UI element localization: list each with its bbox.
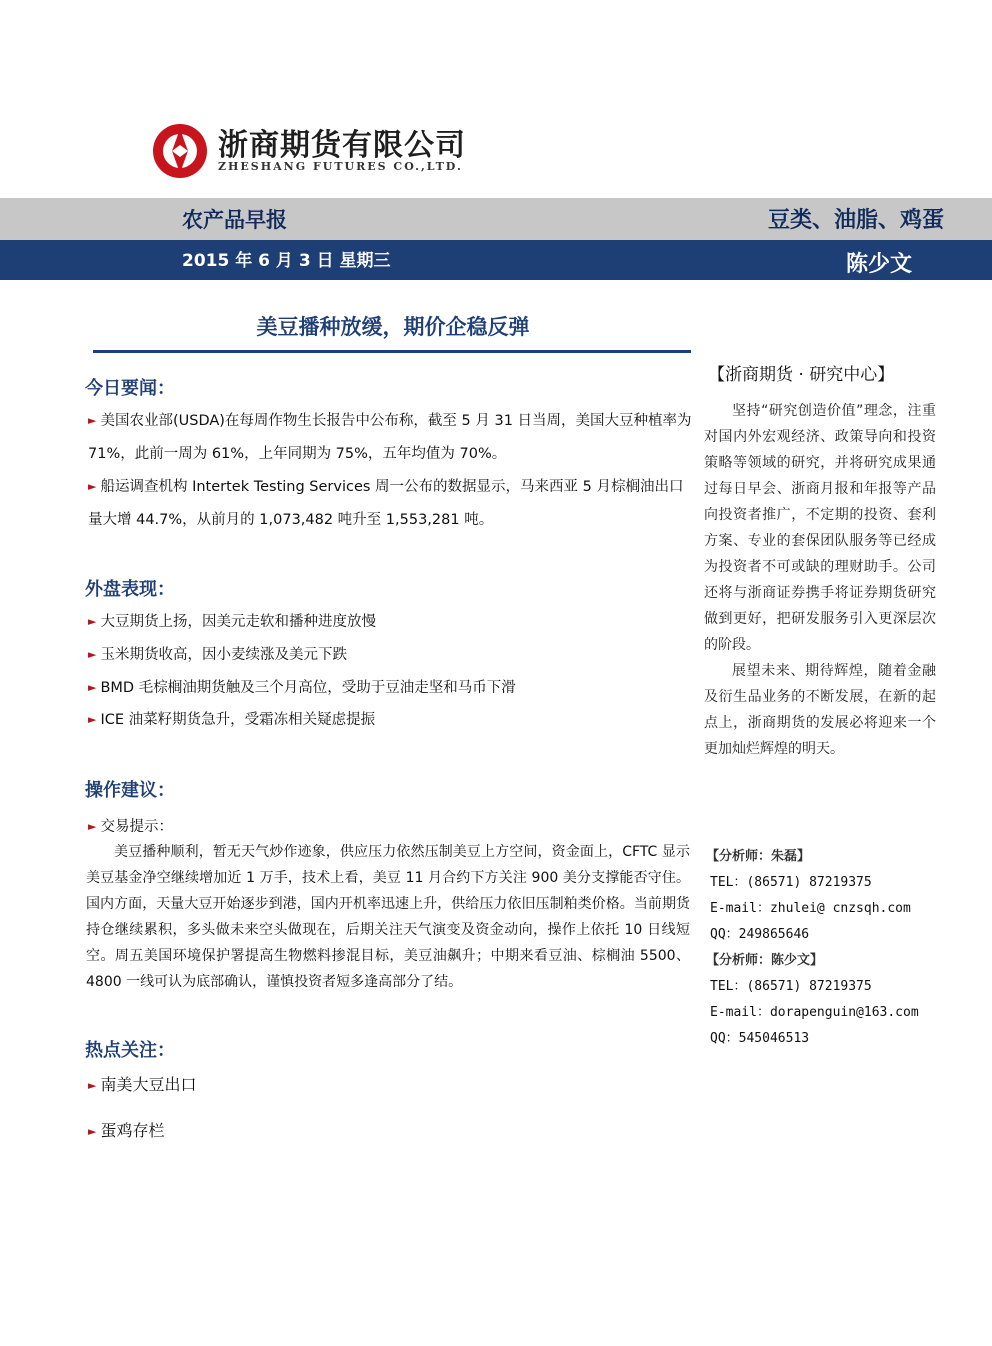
- report-author: 陈少文: [845, 252, 912, 277]
- bullet-arrow-icon: ►: [88, 648, 97, 661]
- list-item: ► 交易提示：: [88, 819, 173, 835]
- zheshang-logo-icon: [152, 123, 208, 179]
- bullet-arrow-icon: ►: [88, 820, 97, 833]
- section-title-today: 今日要闻：: [85, 378, 175, 399]
- analyst-1-email[interactable]: E-mail：zhulei@ cnzsqh.com: [710, 901, 911, 916]
- list-item: ► 玉米期货收高，因小麦续涨及美元下跌: [88, 647, 347, 663]
- section-title-advice: 操作建议：: [85, 780, 175, 801]
- analyst-1-heading: 【分析师：朱磊】: [706, 849, 811, 864]
- bullet-arrow-icon: ►: [88, 615, 97, 628]
- section-title-hot: 热点关注：: [85, 1040, 175, 1061]
- report-category: 豆类、油脂、鸡蛋: [767, 208, 944, 233]
- bullet-arrow-icon: ►: [88, 681, 97, 694]
- sidebar-paragraph-2: 展望未来、期待辉煌，随着金融及衍生品业务的不断发展，在新的起点上，浙商期货的发展必将迎来一个更加灿烂辉煌的明天。: [704, 663, 936, 757]
- analyst-2-email[interactable]: E-mail：dorapenguin@163.com: [710, 1005, 919, 1020]
- section-title-outer: 外盘表现：: [85, 579, 175, 600]
- advice-paragraph: 美豆播种顺利，暂无天气炒作迹象，供应压力依然压制美豆上方空间，资金面上，CFTC 显示美豆基金净空继续增加近 1 万手，技术上看，美豆 11 月合约下方关注 900 美分支撑能否守住。国内方面，天量大豆开始逐步到港，国内开机率迅速上升，供给压力依旧压制粕类价格。当前期货持仓继续累积，多头做未来空头做现在，后期关注天气演变及资金动向，操作上依托 10 日线短空。周五美国环境保护署提高生物燃料掺混目标，美豆油飙升；中期来看豆油、棕榈油 5500、4800 一线可认为底部确认，谨慎投资者短多逢高部分了结。: [86, 844, 690, 990]
- analyst-1-qq: QQ：249865646: [710, 927, 810, 942]
- bullet-arrow-icon: ►: [88, 1125, 97, 1138]
- list-item: ► 船运调查机构 Intertek Testing Services 周一公布的数据显示，马来西亚 5 月棕榈油出口量大增 44.7%，从前月的 1,073,482 吨升至 1,553,281 吨。: [88, 479, 684, 528]
- report-date: 2015 年 6 月 3 日 星期三: [182, 251, 391, 271]
- list-item: ► ICE 油菜籽期货急升，受霜冻相关疑虑提振: [88, 712, 376, 728]
- list-item: ► 美国农业部(USDA)在每周作物生长报告中公布称，截至 5 月 31 日当周，美国大豆种植率为 71%，此前一周为 61%，上年同期为 75%，五年均值为 70%。: [88, 413, 692, 462]
- list-item: ► 南美大豆出口: [88, 1075, 197, 1094]
- bullet-arrow-icon: ►: [88, 480, 97, 493]
- list-item: ► BMD 毛棕榈油期货触及三个月高位，受助于豆油走坚和马币下滑: [88, 680, 516, 696]
- brand-name-cn: 浙商期货有限公司: [218, 128, 466, 163]
- header-band-blue: [0, 240, 992, 280]
- sidebar-title: 【浙商期货 · 研究中心】: [708, 365, 895, 385]
- analyst-2-heading: 【分析师：陈少文】: [706, 953, 824, 968]
- brand-name-en: ZHESHANG FUTURES CO.,LTD.: [218, 160, 463, 173]
- bullet-arrow-icon: ►: [88, 713, 97, 726]
- list-item: ► 大豆期货上扬，因美元走软和播种进度放慢: [88, 614, 376, 630]
- report-type: 农产品早报: [182, 208, 287, 232]
- list-item: ► 蛋鸡存栏: [88, 1121, 165, 1140]
- bullet-arrow-icon: ►: [88, 414, 97, 427]
- headline-divider: [93, 350, 691, 353]
- headline: 美豆播种放缓，期价企稳反弹: [256, 315, 530, 339]
- analyst-2-qq: QQ：545046513: [710, 1031, 810, 1046]
- analyst-1-tel: TEL：(86571) 87219375: [710, 875, 872, 890]
- analyst-2-tel: TEL：(86571) 87219375: [710, 979, 872, 994]
- bullet-arrow-icon: ►: [88, 1079, 97, 1092]
- sidebar-paragraph-1: 坚持“研究创造价值”理念，注重对国内外宏观经济、政策导向和投资策略等领域的研究，并将研究成果通过每日早会、浙商月报和年报等产品向投资者推广，不定期的投资、套利方案、专业的套保团队服务等已经成为投资者不可或缺的理财助手。公司还将与浙商证券携手将证券期货研究做到更好，把研发服务引入更深层次的阶段。: [704, 403, 936, 653]
